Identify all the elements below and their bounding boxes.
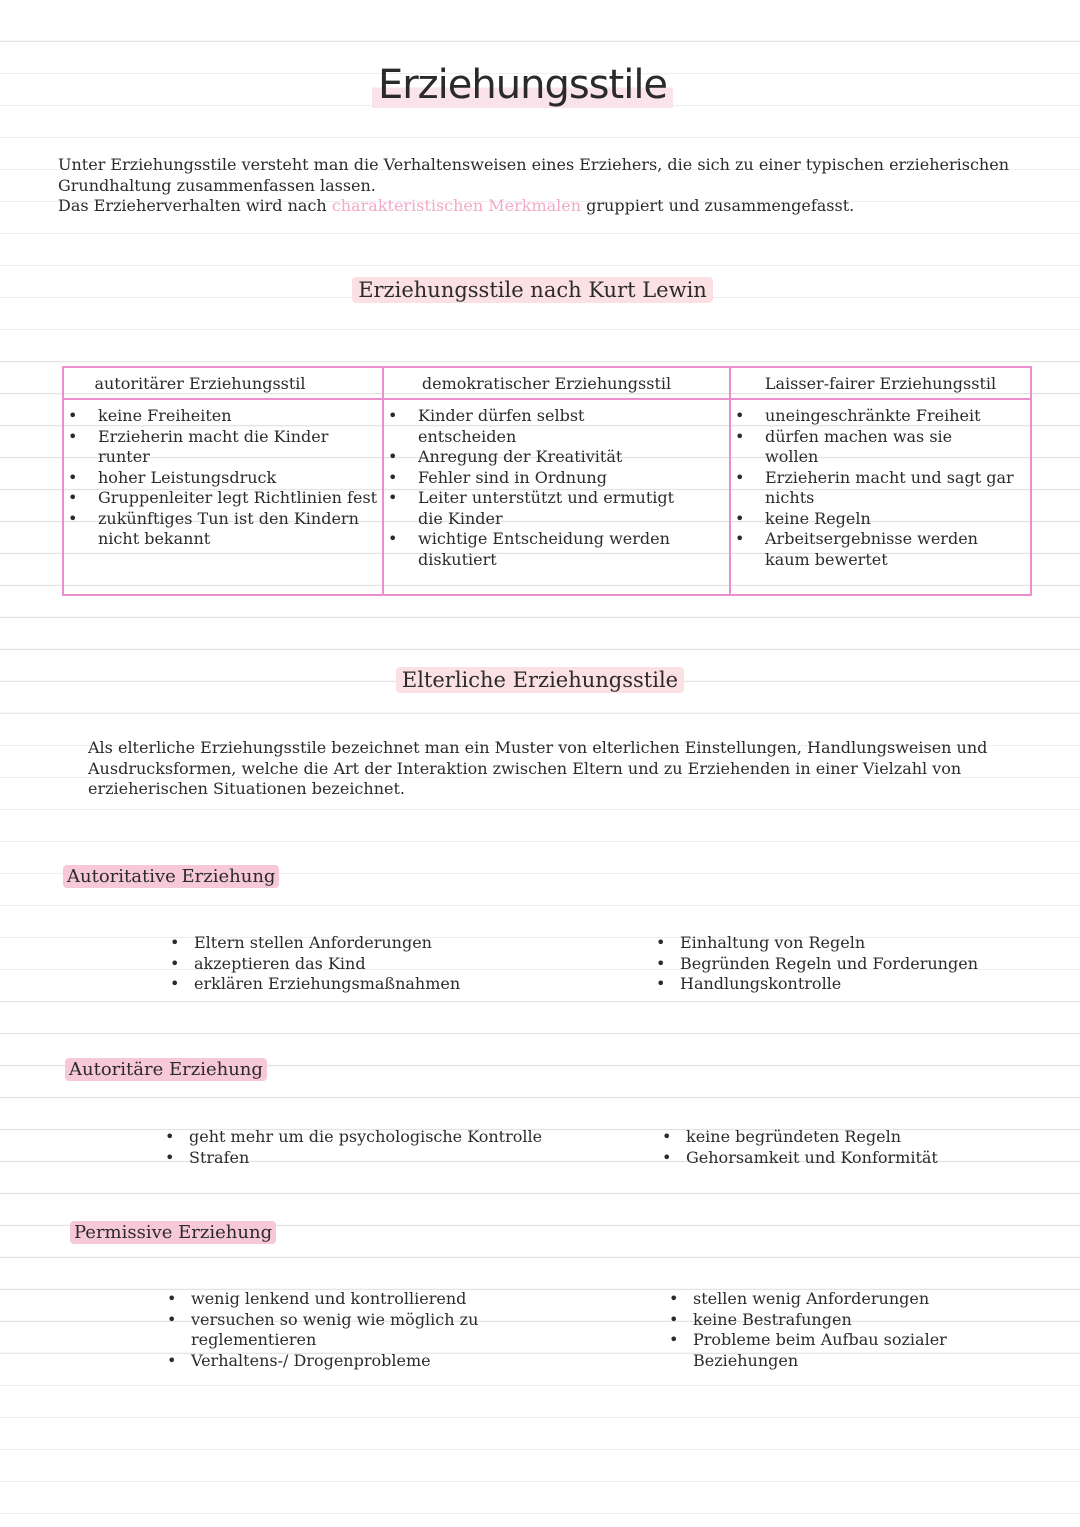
highlight-term: charakteristischen Merkmalen — [331, 196, 582, 215]
authoritarian-cell — [63, 399, 383, 595]
list-item: • Erzieherin macht die Kinder runter — [64, 427, 382, 468]
laissez-faire-cell — [730, 399, 1031, 595]
parental-heading-wrap — [0, 668, 1080, 692]
list-item: • Anregung der Kreativität — [384, 447, 699, 468]
list-item: • Gehorsamkeit und Konformität — [658, 1148, 1058, 1169]
authoritative-left — [166, 933, 606, 995]
permissive-left — [163, 1289, 523, 1371]
list-item: • wenig lenkend und kontrollierend — [163, 1289, 523, 1310]
authoritative-right — [652, 933, 1052, 995]
list-item: • geht mehr um die psychologische Kontrolle — [161, 1127, 631, 1148]
list-item: • Gruppenleiter legt Richtlinien fest — [64, 488, 382, 509]
list-item: • hoher Leistungsdruck — [64, 468, 382, 489]
list-item: • akzeptieren das Kind — [166, 954, 606, 975]
permissive-right — [665, 1289, 975, 1371]
list-item: • versuchen so wenig wie möglich zu reglementieren — [163, 1310, 523, 1351]
list-item: • Handlungskontrolle — [652, 974, 1052, 995]
table-body-row — [63, 399, 1031, 595]
parental-definition: Als elterliche Erziehungsstile bezeichnet man ein Muster von elterlichen Einstellungen, Handlungsweisen und Ausdrucksformen, welche die Art der Interaktion zwischen Eltern und zu Erziehenden in einer Vielzahl von erzieherischen Situationen bezeichnet. — [88, 738, 988, 798]
list-item: • uneingeschränkte Freiheit — [731, 406, 1016, 427]
authoritative-label: Autoritative Erziehung — [63, 865, 279, 888]
permissive-label-wrap — [70, 1222, 276, 1243]
authoritarian-list — [64, 406, 382, 550]
list-item: • dürfen machen was sie wollen — [731, 427, 1016, 468]
intro-definition: Unter Erziehungsstile versteht man die Verhaltensweisen eines Erziehers, die sich zu einer typischen erzieherischen Grundhaltung zusammenfassen lassen. — [58, 155, 1009, 195]
list-item: • Arbeitsergebnisse werden kaum bewertet — [731, 529, 1016, 570]
page-title: Erziehungsstile — [0, 62, 1045, 108]
column-header-democratic: demokratischer Erziehungsstil — [383, 367, 730, 399]
list-item: • keine Freiheiten — [64, 406, 382, 427]
list-item: • Verhaltens-/ Drogenprobleme — [163, 1351, 523, 1372]
list-item: • Probleme beim Aufbau sozialer Beziehungen — [665, 1330, 975, 1371]
list-item: • Kinder dürfen selbst entscheiden — [384, 406, 699, 447]
authoritative-label-wrap — [63, 866, 279, 887]
list-item: • Leiter unterstützt und ermutigt die Kinder — [384, 488, 699, 529]
authoritarian-left — [161, 1127, 631, 1168]
authoritarian-label: Autoritäre Erziehung — [65, 1058, 267, 1081]
list-item: • erklären Erziehungsmaßnahmen — [166, 974, 606, 995]
list-item: • Fehler sind in Ordnung — [384, 468, 699, 489]
democratic-list — [384, 406, 729, 570]
list-item: • keine Bestrafungen — [665, 1310, 975, 1331]
list-item: • Begründen Regeln und Forderungen — [652, 954, 1052, 975]
authoritarian-right — [658, 1127, 1058, 1168]
list-item: • Erzieherin macht und sagt gar nichts — [731, 468, 1016, 509]
lewin-styles-table — [62, 366, 1032, 596]
list-item: • wichtige Entscheidung werden diskutiert — [384, 529, 699, 570]
list-item: • Einhaltung von Regeln — [652, 933, 1052, 954]
lewin-heading-wrap — [0, 278, 1065, 302]
column-header-laissez-faire: Laisser-fairer Erziehungsstil — [730, 367, 1031, 399]
list-item: • keine begründeten Regeln — [658, 1127, 1058, 1148]
table-header-row — [63, 367, 1031, 399]
laissez-faire-list — [731, 406, 1030, 570]
list-item: • stellen wenig Anforderungen — [665, 1289, 975, 1310]
list-item: • Strafen — [161, 1148, 631, 1169]
column-header-authoritarian: autoritärer Erziehungsstil — [63, 367, 383, 399]
permissive-label: Permissive Erziehung — [70, 1221, 276, 1244]
intro-paragraph — [58, 155, 1018, 217]
list-item: • zukünftiges Tun ist den Kindern nicht bekannt — [64, 509, 382, 550]
intro-grouping: Das Erzieherverhalten wird nach charakteristischen Merkmalen gruppiert und zusammengefasst. — [58, 196, 855, 215]
list-item: • keine Regeln — [731, 509, 1016, 530]
lewin-heading: Erziehungsstile nach Kurt Lewin — [352, 277, 713, 303]
list-item: • Eltern stellen Anforderungen — [166, 933, 606, 954]
parental-heading: Elterliche Erziehungsstile — [396, 667, 684, 693]
authoritarian-label-wrap — [65, 1059, 267, 1080]
democratic-cell — [383, 399, 730, 595]
